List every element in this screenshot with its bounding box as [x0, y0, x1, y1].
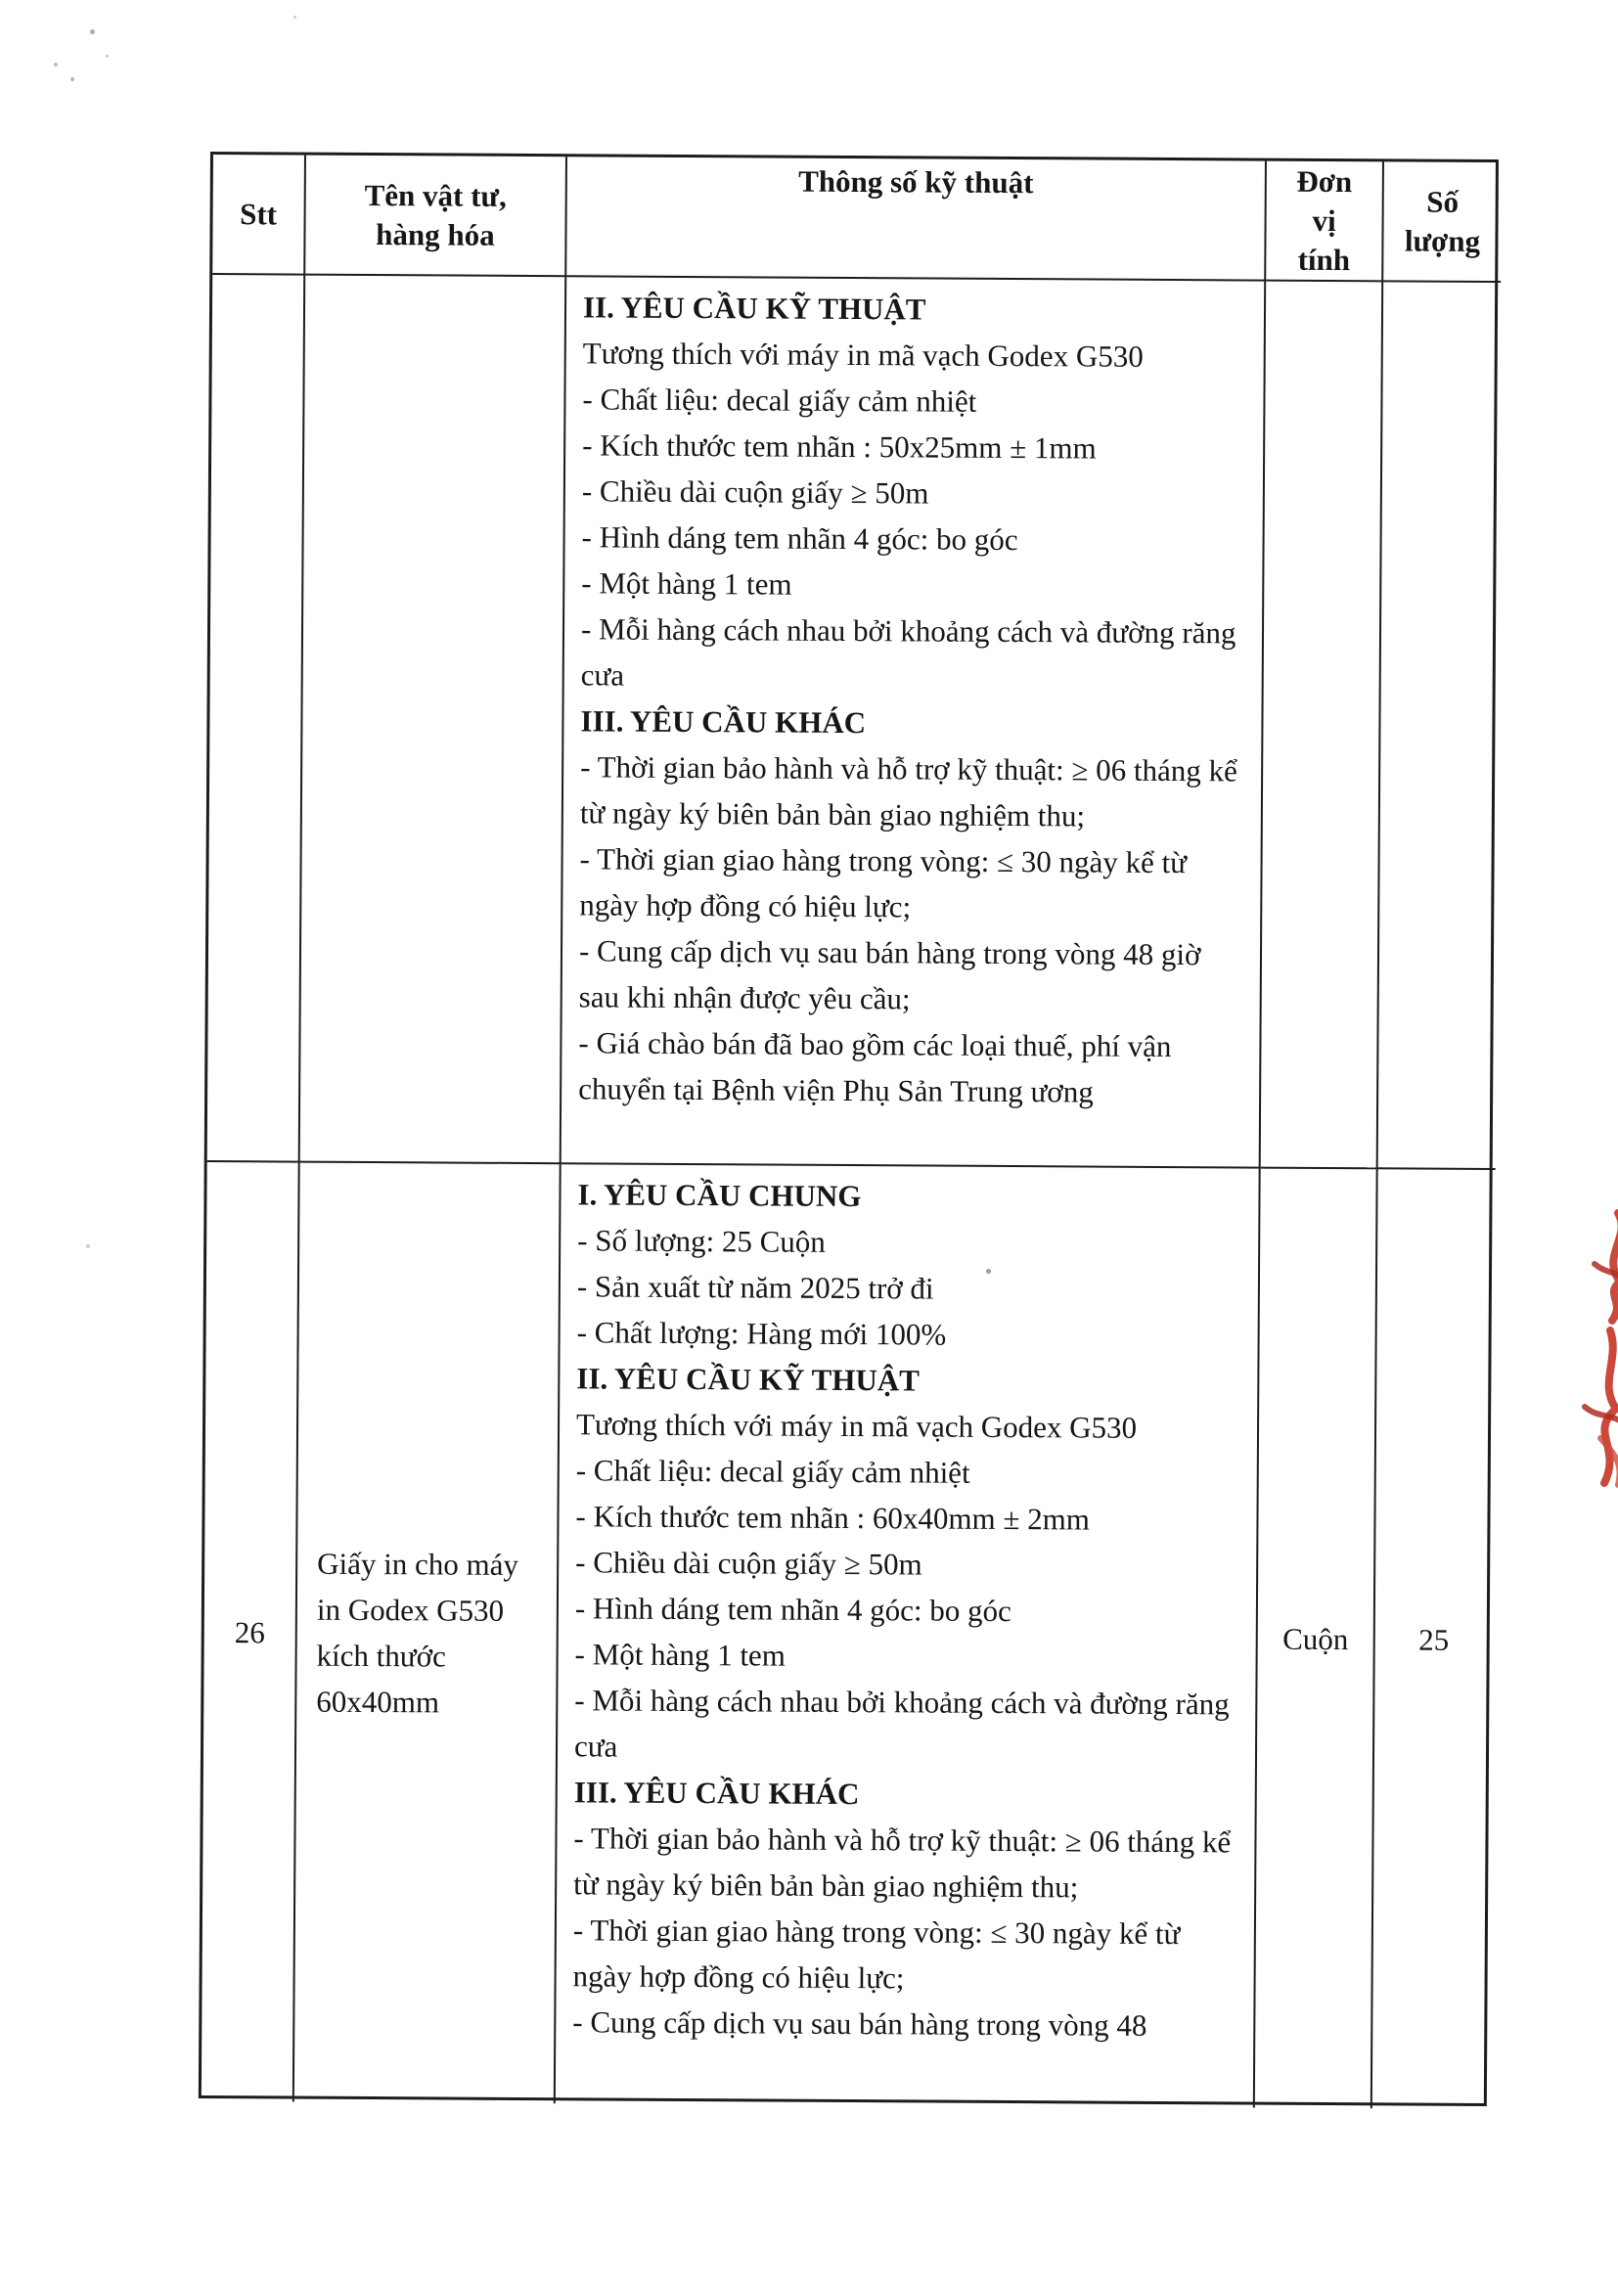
spec-line: - Số lượng: 25 Cuộn: [577, 1223, 826, 1259]
spec-line: - Sản xuất từ năm 2025 trở đi: [576, 1269, 934, 1306]
spec-line: - Chất liệu: decal giấy cảm nhiệt: [582, 382, 977, 419]
spec-line: - Cung cấp dịch vụ sau bán hàng trong vòng 48: [572, 2004, 1147, 2043]
spec-line: - Cung cấp dịch vụ sau bán hàng trong vòng 48 giờ sau khi nhận được yêu cầu;: [578, 933, 1201, 1016]
spec-section-heading: III. YÊU CẦU KHÁC: [573, 1775, 860, 1812]
red-ink-mark: [1561, 1205, 1618, 1499]
spec-section-heading: I. YÊU CẦU CHUNG: [577, 1177, 862, 1214]
scan-speck: [986, 1269, 991, 1274]
scan-speck: [106, 55, 109, 58]
scan-speck: [54, 63, 58, 67]
scan-speck: [86, 1244, 90, 1248]
spec-line: - Thời gian bảo hành và hỗ trợ kỹ thuật: ≥ 06 tháng kể từ ngày ký biên bản bàn giao nghiệm thu;: [573, 1821, 1232, 1905]
spec-line: - Chất lượng: Hàng mới 100%: [576, 1315, 947, 1352]
header-stt: Stt: [212, 155, 306, 276]
row1-stt-cell: [207, 275, 306, 1163]
row2-name-cell: Giấy in cho máy in Godex G530 kích thước 60x40mm: [294, 1163, 562, 2104]
row1-qty-cell: [1378, 282, 1502, 1170]
spec-line: - Hình dáng tem nhãn 4 góc: bo góc: [574, 1591, 1011, 1629]
spec-line: - Giá chào bán đã bao gồm các loại thuế, phí vận chuyển tại Bệnh viện Phụ Sản Trung ương: [578, 1025, 1172, 1109]
scan-speck: [90, 29, 95, 34]
row1-unit-cell: [1261, 282, 1384, 1170]
spec-line: - Thời gian bảo hành và hỗ trợ kỹ thuật: ≥ 06 tháng kể từ ngày ký biên bản bàn giao nghiệm thu;: [579, 749, 1237, 833]
row1-name-cell: [300, 276, 567, 1165]
spec-line: Tương thích với máy in mã vạch Godex G530: [582, 336, 1144, 374]
spec-line: - Chiều dài cuộn giấy ≥ 50m: [575, 1545, 922, 1582]
header-specs: Thông số kỹ thuật: [566, 157, 1267, 281]
spec-line: - Một hàng 1 tem: [574, 1637, 786, 1673]
spec-line: - Thời gian giao hàng trong vòng: ≤ 30 ngày kể từ ngày hợp đồng có hiệu lực;: [579, 841, 1188, 924]
scan-speck: [293, 16, 296, 19]
spec-line: - Mỗi hàng cách nhau bởi khoảng cách và đường răng cưa: [580, 611, 1236, 693]
scan-speck: [70, 77, 74, 81]
materials-spec-table: [199, 152, 1499, 2106]
spec-line: - Hình dáng tem nhãn 4 góc: bo góc: [581, 519, 1018, 558]
spec-line: - Chất liệu: decal giấy cảm nhiệt: [575, 1453, 970, 1490]
spec-line: - Kích thước tem nhãn : 60x40mm ± 2mm: [575, 1499, 1091, 1537]
spec-section-heading: III. YÊU CẦU KHÁC: [580, 703, 867, 741]
row2-unit-cell: Cuộn: [1255, 1169, 1378, 2109]
spec-section-heading: II. YÊU CẦU KỸ THUẬT: [582, 290, 926, 327]
spec-line: Tương thích với máy in mã vạch Godex G530: [575, 1407, 1138, 1445]
spec-line: - Kích thước tem nhãn : 50x25mm ± 1mm: [582, 428, 1097, 466]
row2-qty-cell: 25: [1418, 1622, 1450, 1657]
spec-line: - Chiều dài cuộn giấy ≥ 50m: [581, 473, 929, 511]
header-name: Tên vật tư, hàng hóa: [305, 156, 567, 278]
header-qty: Số lượng: [1383, 161, 1502, 283]
row2-stt-cell: 26: [202, 1162, 300, 2102]
row2-specs-cell: [556, 1164, 1261, 2107]
spec-line: - Một hàng 1 tem: [581, 565, 792, 602]
spec-section-heading: II. YÊU CẦU KỸ THUẬT: [576, 1361, 920, 1398]
spec-line: - Mỗi hàng cách nhau bởi khoảng cách và đường răng cưa: [573, 1683, 1230, 1764]
row1-specs-cell: [562, 277, 1267, 1168]
spec-line: - Thời gian giao hàng trong vòng: ≤ 30 ngày kể từ ngày hợp đồng có hiệu lực;: [572, 1913, 1181, 1996]
header-unit: Đơn vị tính: [1266, 161, 1384, 283]
